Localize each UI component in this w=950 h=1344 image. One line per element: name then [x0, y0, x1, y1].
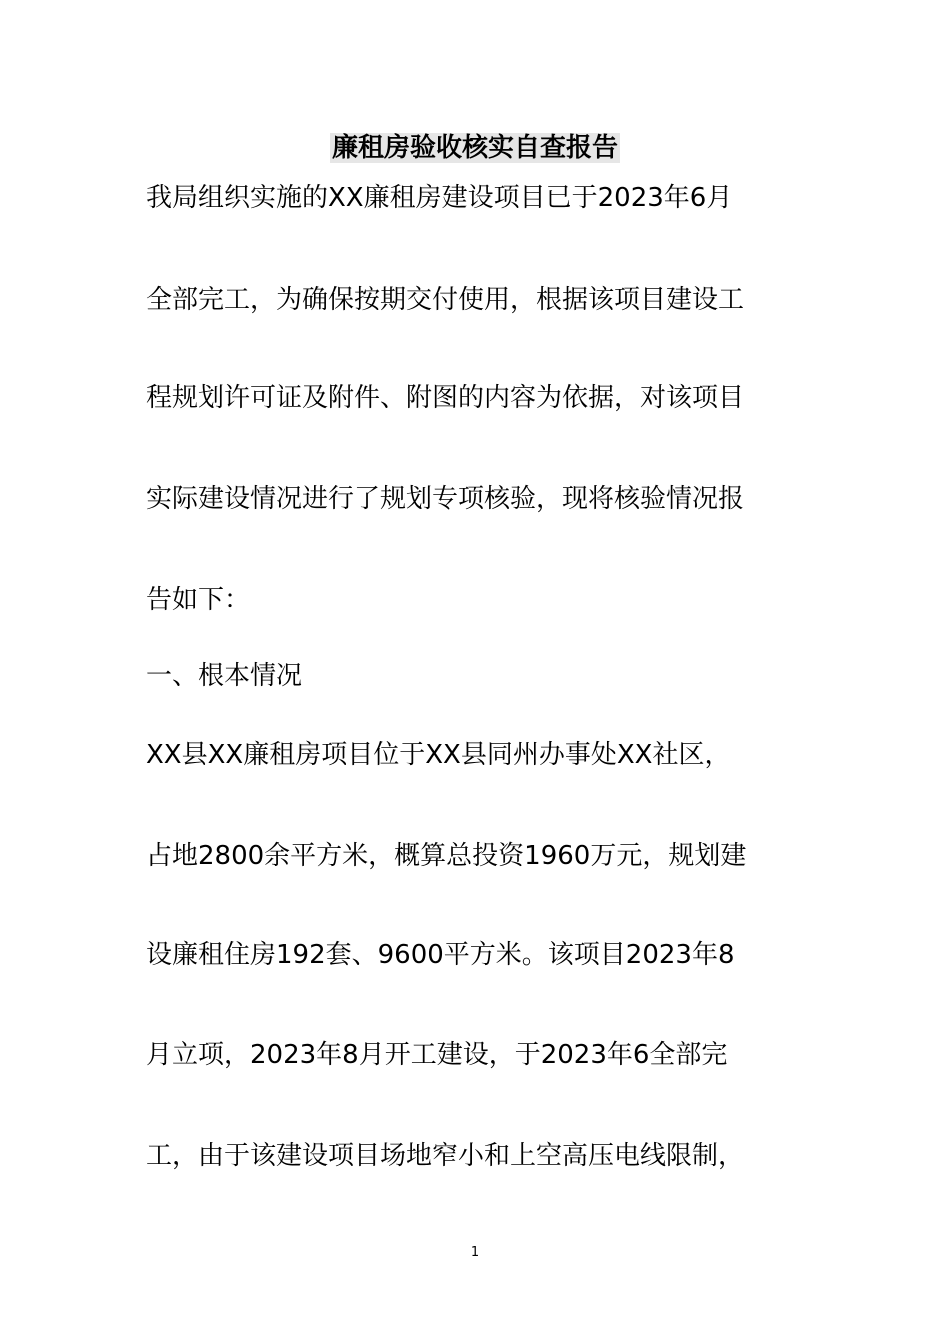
body-line-1: 我局组织实施的XX廉租房建设项目已于2023年6月 — [146, 183, 733, 213]
page-number: 1 — [470, 1245, 480, 1260]
body-line-3: 程规划许可证及附件、附图的内容为依据，对该项目 — [146, 383, 745, 413]
body-line-5: 告如下： — [146, 585, 251, 615]
body-line-7: 占地2800余平方米，概算总投资1960万元，规划建 — [146, 841, 747, 871]
body-line-6: XX县XX廉租房项目位于XX县同州办事处XX社区， — [146, 740, 731, 770]
body-line-2: 全部完工，为确保按期交付使用，根据该项目建设工 — [146, 285, 745, 315]
section-heading-1: 一、根本情况 — [146, 661, 303, 691]
body-line-9: 月立项，2023年8月开工建设，于2023年6全部完 — [146, 1040, 728, 1070]
document-title-text: 廉租房验收核实自查报告 — [331, 133, 618, 163]
body-line-8: 设廉租住房192套、9600平方米。该项目2023年8 — [146, 940, 735, 970]
body-line-10: 工，由于该建设项目场地窄小和上空高压电线限制， — [146, 1141, 745, 1171]
body-line-4: 实际建设情况进行了规划专项核验，现将核验情况报 — [146, 484, 745, 514]
document-title — [0, 128, 950, 168]
